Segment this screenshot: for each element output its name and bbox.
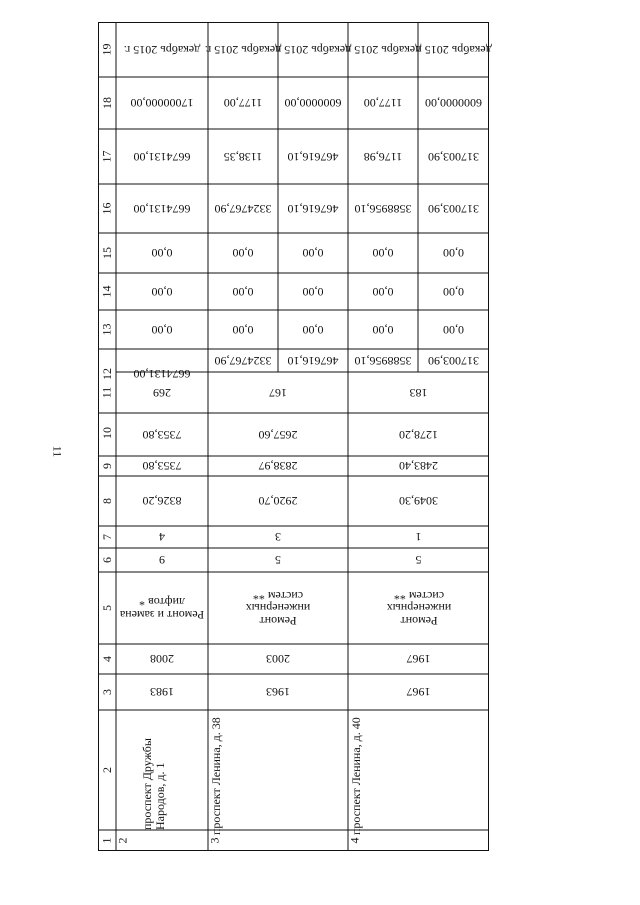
- row-lenina38-col19-b: декабрь 2015 г.: [274, 42, 352, 57]
- col-number-7: 7: [99, 534, 114, 540]
- row-lenina40-col12-b: 317003,90: [428, 353, 479, 368]
- row-lenina38-col12-a: 3324767,90: [214, 353, 272, 368]
- row-druzhby-col14: 0,00: [151, 284, 173, 299]
- row-lenina40-col19-b: декабрь 2015 г.: [415, 42, 492, 57]
- row-lenina38-col14-b: 0,00: [302, 284, 324, 299]
- row-lenina40-col13-b: 0,00: [443, 322, 464, 337]
- col-number-15: 15: [99, 247, 114, 259]
- row-lenina38-col16-b: 467616,10: [287, 201, 339, 216]
- row-lenina38-col10: 2657,60: [258, 427, 298, 442]
- row-druzhby-col2: проспект Дружбы Народов, д. 1: [140, 738, 167, 830]
- row-lenina38-col18-a: 1177,00: [223, 96, 263, 111]
- row-lenina40-col15-b: 0,00: [443, 246, 464, 261]
- row-druzhby-col10: 7353,80: [142, 427, 182, 442]
- row-lenina38-col13-a: 0,00: [232, 322, 254, 337]
- row-lenina38-col12-b: 467616,10: [287, 353, 339, 368]
- col-number-4: 4: [99, 656, 114, 662]
- col-number-13: 13: [99, 323, 114, 336]
- row-druzhby-col16: 6674131,00: [133, 201, 191, 216]
- row-lenina40-col16-a: 3588956,10: [354, 201, 412, 216]
- col-number-9: 9: [99, 463, 114, 469]
- row-lenina40-col14-b: 0,00: [443, 284, 464, 299]
- col-number-5: 5: [99, 605, 114, 611]
- col-number-8: 8: [99, 498, 114, 504]
- row-druzhby-col15: 0,00: [151, 246, 173, 261]
- row-lenina38-col8: 2920,70: [258, 494, 298, 509]
- col-number-14: 14: [99, 285, 114, 298]
- row-druzhby-col5: Ремонт и замена лифтов *: [119, 595, 205, 622]
- row-lenina40-col9: 2483,40: [399, 459, 438, 474]
- row-lenina40-col13-a: 0,00: [372, 322, 394, 337]
- row-lenina40-col7: 1: [415, 530, 422, 545]
- col-number-16: 16: [99, 202, 114, 215]
- row-lenina38-col7: 3: [275, 530, 281, 545]
- row-lenina38-col13-b: 0,00: [302, 322, 324, 337]
- row-druzhby-col3: 1983: [150, 685, 174, 700]
- row-druzhby-col9: 7353,80: [142, 459, 182, 474]
- row-druzhby-col12: 6674131,00: [133, 367, 191, 382]
- col-number-11: 11: [99, 386, 114, 399]
- row-druzhby-col7: 4: [159, 530, 165, 545]
- row-lenina38-col19-a: декабрь 2015 г.: [204, 42, 282, 57]
- row-lenina40-col5: Ремонт инженерных систем **: [386, 588, 452, 628]
- row-lenina40-col8: 3049,30: [399, 494, 438, 509]
- row-lenina40-col17-b: 317003,90: [428, 149, 479, 164]
- col-number-3: 3: [99, 689, 114, 695]
- row-druzhby-col6: 9: [159, 553, 165, 568]
- row-lenina40-col11: 183: [409, 385, 428, 400]
- row-druzhby-col8: 8326,20: [142, 494, 182, 509]
- row-lenina38-col14-a: 0,00: [232, 284, 254, 299]
- row-lenina40-col15-a: 0,00: [372, 246, 394, 261]
- row-lenina40-col6: 5: [415, 553, 422, 568]
- row-lenina40-col3: 1967: [406, 685, 431, 700]
- row-druzhby-col1: 2: [115, 837, 130, 844]
- page-number: 11: [50, 445, 65, 458]
- row-lenina38-col18-b: 6000000,00: [284, 96, 342, 111]
- row-lenina40-col4: 1967: [406, 652, 431, 667]
- row-lenina38-col1: 3: [207, 837, 222, 844]
- row-lenina38-col16-a: 3324767,90: [214, 201, 272, 216]
- row-lenina40-col16-b: 317003,90: [428, 201, 479, 216]
- col-number-1: 1: [99, 837, 114, 844]
- row-druzhby-col11: 269: [153, 385, 171, 400]
- row-lenina40-col18-a: 1177,00: [363, 96, 403, 111]
- row-lenina40-col10: 1278,20: [399, 427, 438, 442]
- row-lenina38-col3: 1963: [266, 685, 290, 700]
- col-number-12: 12: [99, 368, 114, 380]
- row-lenina40-col2: проспект Ленина, д. 40: [348, 717, 363, 835]
- row-lenina40-col12-a: 3588956,10: [354, 353, 412, 368]
- row-lenina40-col1: 4: [347, 837, 362, 844]
- row-lenina38-col11: 167: [269, 385, 287, 400]
- row-druzhby-col13: 0,00: [151, 322, 173, 337]
- col-number-18: 18: [99, 97, 114, 109]
- row-lenina38-col17-b: 467616,10: [287, 149, 339, 164]
- row-lenina38-col4: 2003: [266, 652, 290, 667]
- row-lenina38-col17-a: 1138,35: [223, 149, 263, 164]
- row-lenina40-col19-a: декабрь 2015 г.: [344, 42, 422, 57]
- row-lenina38-col9: 2838,97: [258, 459, 298, 474]
- col-number-2: 2: [99, 767, 114, 773]
- row-druzhby-col18: 17000000,00: [130, 96, 194, 111]
- row-lenina40-col14-a: 0,00: [372, 284, 394, 299]
- col-number-19: 19: [99, 43, 114, 56]
- row-lenina38-col2: проспект Ленина, д. 38: [208, 717, 223, 835]
- row-lenina38-col15-a: 0,00: [232, 246, 254, 261]
- row-lenina38-col6: 5: [275, 553, 281, 568]
- rotated-table: [98, 22, 492, 851]
- row-lenina40-col18-b: 6000000,00: [425, 96, 482, 111]
- col-number-10: 10: [99, 427, 114, 439]
- row-lenina40-col17-a: 1176,98: [363, 149, 403, 164]
- col-number-6: 6: [99, 557, 114, 563]
- row-lenina38-col15-b: 0,00: [302, 246, 324, 261]
- row-druzhby-col19: декабрь 2015 г.: [123, 42, 201, 57]
- col-number-17: 17: [99, 150, 114, 163]
- row-druzhby-col17: 6674131,00: [133, 149, 191, 164]
- row-lenina38-col5: Ремонт инженерных систем **: [245, 588, 311, 628]
- row-druzhby-col4: 2008: [150, 652, 174, 667]
